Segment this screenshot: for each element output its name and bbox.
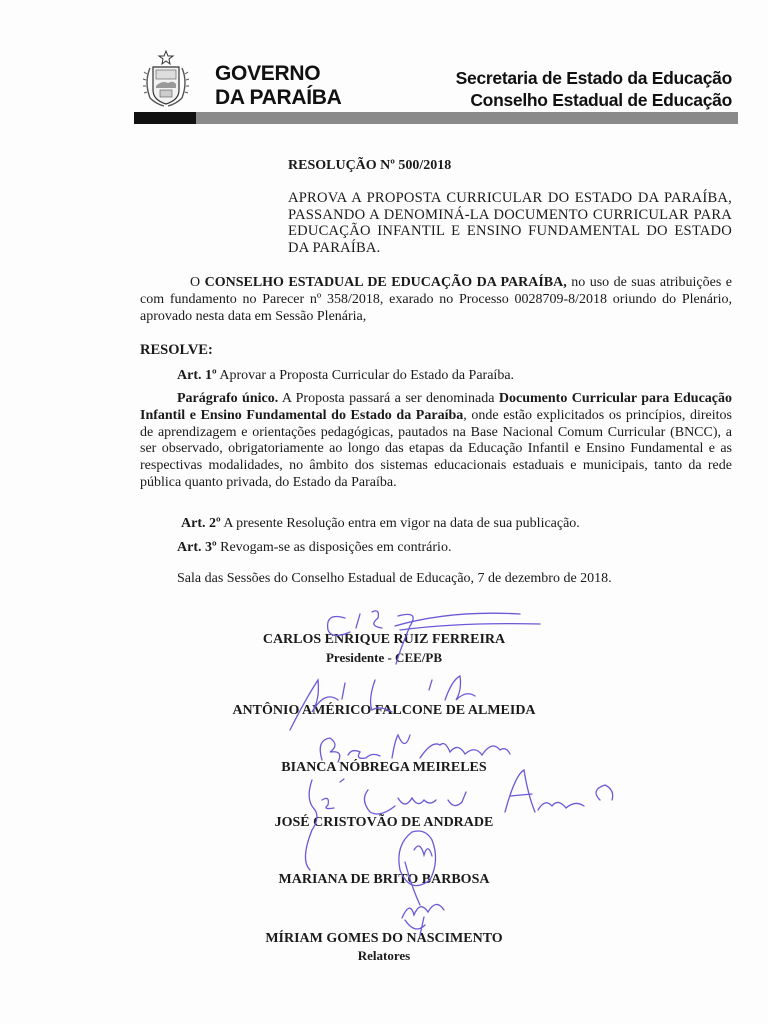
article-3-text: Revogam-se as disposições em contrário. — [216, 540, 452, 555]
resolve-heading: RESOLVE: — [140, 342, 213, 358]
government-line-1: GOVERNO — [215, 62, 321, 85]
department-line-2: Conselho Estadual de Educação — [470, 90, 732, 110]
document-name: Documento Curricular para Educação Infantil e Ensino Fundamental do Estado da Paraíba — [140, 391, 732, 423]
article-3-label: Art. 3º — [177, 540, 217, 555]
resolution-title: RESOLUÇÃO Nº 500/2018 — [288, 158, 452, 173]
header-divider-accent — [134, 112, 196, 124]
article-3 — [177, 540, 451, 556]
signatory-name: ANTÔNIO AMÉRICO FALCONE DE ALMEIDA — [232, 703, 536, 718]
header-divider-bar — [134, 112, 738, 124]
sole-paragraph-label: Parágrafo único. — [177, 391, 279, 406]
sole-paragraph-text-2: , onde estão explicitados os princípios, direitos de aprendizagem e orientações pedagógicas, pautados na Base Nacional Comum Curricular (BNCC), a ser observado, obrigatoriamente ao longo das etapas da Educação Infantil e Ensino Fundamental e as respectivas modalidades, no âmbito dos sistemas educacionais estaduais e municipais, tanto da rede pública quanto privada, do Estado da Paraíba. — [140, 407, 732, 490]
preamble-lead: O — [190, 275, 205, 290]
signatory-role: Presidente - CEE/PB — [325, 650, 443, 665]
department-title — [456, 67, 732, 111]
signatory-name: JOSÉ CRISTOVÃO DE ANDRADE — [274, 815, 494, 830]
article-1-text: Aprovar a Proposta Curricular do Estado da Paraíba. — [216, 368, 515, 383]
article-1 — [177, 368, 514, 384]
government-title — [215, 62, 342, 110]
preamble-paragraph — [140, 275, 732, 325]
coat-of-arms-icon — [140, 50, 192, 108]
signatory-name: MÍRIAM GOMES DO NASCIMENTO — [265, 931, 503, 946]
sole-paragraph — [140, 391, 732, 492]
article-2-label: Art. 2º — [181, 516, 221, 531]
preamble-text: no uso de suas atribuições e com fundamento no Parecer nº 358/2018, exarado no Processo 0028709-8/2018 oriundo do Plenário, aprovado nesta data em Sessão Plenária, — [140, 275, 732, 324]
article-2 — [181, 516, 580, 532]
signatory-name: MARIANA DE BRITO BARBOSA — [278, 872, 490, 887]
government-line-2: DA PARAÍBA — [215, 86, 342, 109]
article-2-text: A presente Resolução entra em vigor na data de sua publicação. — [220, 516, 580, 531]
article-1-label: Art. 1º — [177, 368, 217, 383]
signatory-name: CARLOS ENRIQUE RUIZ FERREIRA — [262, 632, 506, 647]
signatory-name: BIANCA NÓBREGA MEIRELES — [281, 760, 487, 775]
council-name: CONSELHO ESTADUAL DE EDUCAÇÃO DA PARAÍBA, — [204, 275, 567, 290]
department-line-1: Secretaria de Estado da Educação — [455, 68, 732, 88]
sole-paragraph-text-1: A Proposta passará a ser denominada — [278, 391, 499, 406]
signatory-role: Relatores — [357, 948, 411, 963]
closing-statement: Sala das Sessões do Conselho Estadual de Educação, 7 de dezembro de 2018. — [177, 571, 612, 586]
resolution-summary: APROVA A PROPOSTA CURRICULAR DO ESTADO DA PARAÍBA, PASSANDO A DENOMINÁ-LA DOCUMENTO CURRICULAR PARA EDUCAÇÃO INFANTIL E ENSINO FUNDAMENTAL DO ESTADO DA PARAÍBA. — [288, 190, 732, 256]
